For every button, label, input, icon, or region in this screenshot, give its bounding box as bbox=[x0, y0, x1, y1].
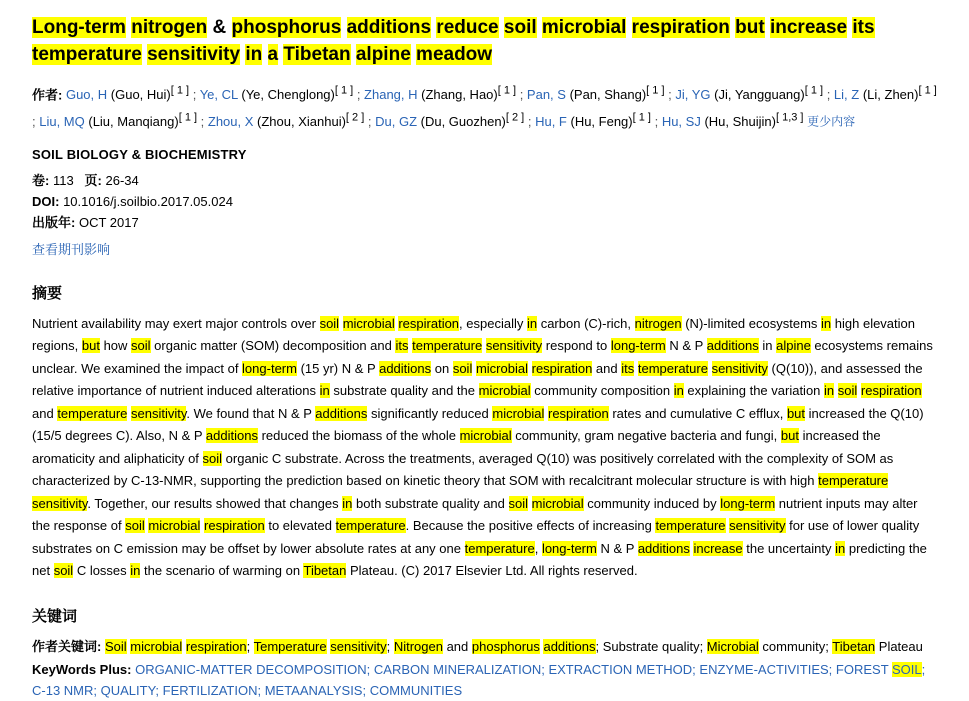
text-run: increased the Q(10) (15/5 degrees C). Also, N & P bbox=[32, 405, 924, 444]
text-run: community; bbox=[758, 638, 833, 654]
author-affiliation-marker: [ 1 ] bbox=[918, 85, 937, 97]
highlighted-term: additions bbox=[205, 428, 258, 444]
highlighted-term: phosphorus bbox=[471, 638, 540, 654]
text-run: & bbox=[207, 17, 232, 38]
highlighted-term: microbial bbox=[459, 428, 512, 444]
text-run: ; bbox=[386, 638, 394, 654]
highlighted-term: soil bbox=[202, 450, 223, 466]
highlighted-term: temperature bbox=[818, 473, 889, 489]
author-link[interactable]: Ji, YG bbox=[675, 87, 711, 103]
text-run: . Together, our results showed that changes bbox=[87, 495, 343, 511]
highlighted-term: temperature bbox=[57, 405, 128, 421]
text-run: (Q(10)), and assessed the relative importance of nutrient induced alterations bbox=[32, 360, 923, 399]
highlighted-term: long-term bbox=[610, 338, 666, 354]
text-run: C losses bbox=[73, 563, 131, 579]
text-run: how bbox=[99, 338, 132, 354]
doi-value: 10.1016/j.soilbio.2017.05.024 bbox=[63, 193, 233, 209]
author-link[interactable]: Li, Z bbox=[833, 87, 860, 103]
highlighted-term: microbial bbox=[342, 315, 395, 331]
text-run: community induced by bbox=[583, 495, 721, 511]
highlighted-term: phosphorus bbox=[231, 17, 342, 38]
show-less-link[interactable]: 更少内容 bbox=[807, 114, 856, 129]
highlighted-term: additions bbox=[637, 540, 690, 556]
highlighted-term: increase bbox=[769, 17, 848, 38]
author-link[interactable]: Ye, CL bbox=[199, 87, 238, 103]
record-metadata bbox=[32, 170, 939, 260]
author-full-name: (Hu, Feng) bbox=[566, 113, 633, 129]
author-full-name: (Liu, Manqiang) bbox=[84, 113, 179, 129]
highlighted-term: additions bbox=[543, 638, 596, 654]
text-run: N & P bbox=[596, 540, 638, 556]
highlighted-term: long-term bbox=[541, 540, 597, 556]
abstract-heading: 摘要 bbox=[32, 284, 63, 302]
highlighted-term: in bbox=[319, 383, 330, 399]
text-run: and bbox=[442, 638, 472, 654]
highlighted-term: but bbox=[735, 17, 765, 38]
author-affiliation-marker: [ 1,3 ] bbox=[775, 111, 804, 124]
highlighted-term: Microbial bbox=[706, 638, 759, 654]
author-full-name: (Ye, Chenglong) bbox=[237, 87, 335, 103]
text-run: and bbox=[592, 360, 622, 376]
highlighted-term: a bbox=[267, 44, 279, 65]
highlighted-term: microbial bbox=[130, 638, 183, 654]
highlighted-term: soil bbox=[508, 495, 529, 511]
author-full-name: (Zhou, Xianhui) bbox=[253, 113, 346, 129]
highlighted-term: respiration bbox=[548, 405, 609, 421]
text-run: ecosystems remains unclear. We examined the impact of bbox=[32, 338, 933, 376]
text-run: . Because the positive effects of increasing bbox=[405, 518, 656, 534]
text-run: significantly reduced bbox=[367, 405, 493, 421]
highlighted-term: alpine bbox=[355, 44, 411, 65]
highlighted-term: in bbox=[130, 563, 141, 579]
text-run: the scenario of warming on bbox=[140, 563, 304, 579]
text-run: (15 yr) N & P bbox=[296, 360, 380, 376]
highlighted-term: sensitivity bbox=[485, 338, 543, 354]
author-separator: ; bbox=[524, 113, 536, 129]
highlighted-term: temperature bbox=[637, 360, 708, 376]
highlighted-term: sensitivity bbox=[711, 360, 768, 376]
highlighted-term: alpine bbox=[776, 338, 811, 354]
author-separator: ; bbox=[664, 87, 676, 103]
author-affiliation-marker: [ 1 ] bbox=[804, 85, 824, 97]
highlighted-term: temperature bbox=[655, 518, 726, 534]
volume-label: 卷: bbox=[32, 172, 50, 188]
abstract-text bbox=[32, 313, 939, 583]
highlighted-term: additions bbox=[706, 338, 759, 354]
highlighted-term: additions bbox=[346, 17, 432, 38]
highlighted-term: SOIL bbox=[892, 661, 922, 677]
highlighted-term: but bbox=[780, 428, 799, 444]
highlighted-term: sensitivity bbox=[729, 518, 786, 534]
highlighted-term: long-term bbox=[242, 360, 297, 376]
highlighted-term: soil bbox=[837, 383, 858, 399]
highlighted-term: soil bbox=[131, 338, 151, 354]
text-run: rates and cumulative C efflux, bbox=[608, 405, 787, 421]
author-link[interactable]: Liu, MQ bbox=[39, 113, 85, 129]
text-run: the uncertainty bbox=[742, 540, 836, 556]
highlighted-term: microbial bbox=[478, 383, 531, 399]
highlighted-term: temperature bbox=[335, 518, 406, 534]
authors-line bbox=[32, 80, 939, 133]
author-affiliation-marker: [ 2 ] bbox=[505, 111, 525, 124]
author-keywords-value[interactable] bbox=[105, 639, 923, 654]
highlighted-term: microbial bbox=[475, 360, 528, 376]
author-keywords-label: 作者关键词: bbox=[32, 638, 102, 654]
highlighted-term: respiration bbox=[531, 360, 593, 376]
text-run: and bbox=[32, 405, 58, 421]
text-run bbox=[341, 17, 346, 38]
author-separator: ; bbox=[353, 87, 365, 103]
highlighted-term: reduce bbox=[436, 17, 499, 38]
pages-value: 26-34 bbox=[105, 172, 139, 188]
author-affiliation-marker: [ 1 ] bbox=[178, 111, 198, 124]
keywords-plus-value[interactable] bbox=[32, 662, 925, 698]
text-run: ; C-13 NMR; QUALITY; FERTILIZATION; METAANALYSIS; COMMUNITIES bbox=[32, 661, 926, 698]
highlighted-term: respiration bbox=[860, 383, 922, 399]
text-run: ORGANIC-MATTER DECOMPOSITION; CARBON MINERALIZATION; EXTRACTION METHOD; ENZYME-ACTIVITIES; FOREST bbox=[135, 661, 893, 677]
text-run bbox=[262, 44, 267, 65]
text-run: reduced the biomass of the whole bbox=[257, 428, 460, 444]
highlighted-term: Soil bbox=[104, 638, 127, 654]
highlighted-term: in bbox=[342, 495, 353, 511]
author-link[interactable]: Pan, S bbox=[526, 87, 566, 103]
highlighted-term: soil bbox=[452, 360, 473, 376]
author-link[interactable]: Zhang, H bbox=[364, 87, 418, 103]
highlighted-term: Nitrogen bbox=[393, 638, 443, 654]
text-run: for use of lower quality substrates on C emission may be offset by lower absolute rates at any one bbox=[32, 518, 920, 556]
pubyear-label: 出版年: bbox=[32, 214, 76, 230]
highlighted-term: respiration bbox=[631, 17, 730, 38]
highlighted-term: soil bbox=[125, 518, 145, 534]
highlighted-term: meadow bbox=[416, 44, 493, 65]
author-affiliation-marker: [ 2 ] bbox=[345, 111, 365, 124]
text-run: organic matter (SOM) decomposition and bbox=[150, 338, 396, 354]
highlighted-term: but bbox=[81, 338, 100, 354]
text-run bbox=[626, 17, 631, 38]
journal-impact-link[interactable]: 查看期刊影响 bbox=[32, 241, 111, 257]
highlighted-term: temperature bbox=[412, 338, 483, 354]
author-separator: ; bbox=[32, 113, 40, 129]
highlighted-term: its bbox=[395, 338, 409, 354]
highlighted-term: sensitivity bbox=[330, 638, 387, 654]
text-run: increased the aromaticity and aliphaticity of bbox=[32, 428, 881, 466]
author-full-name: (Zhang, Hao) bbox=[417, 87, 498, 103]
author-affiliation-marker: [ 1 ] bbox=[334, 85, 354, 97]
authors-label: 作者: bbox=[32, 87, 63, 103]
highlighted-term: Tibetan bbox=[283, 44, 351, 65]
highlighted-term: additions bbox=[379, 360, 432, 376]
keywords-heading: 关键词 bbox=[32, 607, 78, 625]
highlighted-term: respiration bbox=[185, 638, 247, 654]
text-run: community, gram negative bacteria and fungi, bbox=[511, 428, 781, 444]
highlighted-term: in bbox=[835, 540, 846, 556]
highlighted-term: soil bbox=[53, 563, 74, 579]
highlighted-term: additions bbox=[315, 405, 368, 421]
text-run: organic C substrate. Across the treatments, averaged Q(10) was positively correlated with the complexity of SOM as characterized by C-13-NMR, supporting the prediction based on kinetic theory that SOM with recalcitrant molecular structure is with high bbox=[32, 450, 894, 489]
page-title bbox=[32, 14, 939, 68]
highlighted-term: Tibetan bbox=[303, 563, 347, 579]
highlighted-term: Long-term bbox=[32, 17, 126, 38]
text-run: respond to bbox=[542, 338, 611, 354]
author-full-name: (Guo, Hui) bbox=[107, 87, 171, 103]
author-separator: ; bbox=[823, 87, 834, 103]
author-affiliation-marker: [ 1 ] bbox=[170, 85, 190, 97]
text-run: in bbox=[758, 338, 777, 354]
highlighted-term: microbial bbox=[541, 17, 627, 38]
text-run: carbon (C)-rich, bbox=[537, 315, 635, 331]
author-separator: ; bbox=[650, 113, 662, 129]
highlighted-term: in bbox=[526, 315, 538, 331]
highlighted-term: in bbox=[673, 383, 684, 399]
author-link[interactable]: Guo, H bbox=[65, 87, 108, 103]
highlighted-term: in bbox=[821, 315, 832, 331]
text-run: both substrate quality and bbox=[352, 495, 509, 511]
author-separator: ; bbox=[364, 113, 376, 129]
doi-label: DOI: bbox=[32, 193, 60, 209]
text-run: N & P bbox=[665, 338, 707, 354]
text-run: ; bbox=[246, 638, 254, 654]
highlighted-term: nitrogen bbox=[131, 17, 208, 38]
text-run: Nutrient availability may exert major controls over bbox=[32, 315, 320, 331]
highlighted-term: sensitivity bbox=[131, 405, 187, 421]
author-keywords-row bbox=[32, 636, 939, 657]
volume-value: 113 bbox=[52, 172, 74, 188]
highlighted-term: soil bbox=[319, 315, 340, 331]
text-run: explaining the variation bbox=[683, 383, 825, 399]
keywords-block bbox=[32, 636, 939, 701]
author-separator: ; bbox=[189, 87, 200, 103]
highlighted-term: temperature bbox=[32, 44, 142, 65]
text-run: , bbox=[534, 540, 542, 556]
journal-title: SOIL BIOLOGY & BIOCHEMISTRY bbox=[32, 146, 247, 162]
highlighted-term: microbial bbox=[531, 495, 584, 511]
author-affiliation-marker: [ 1 ] bbox=[497, 85, 517, 97]
text-run: ; Substrate quality; bbox=[595, 638, 707, 654]
author-full-name: (Hu, Shuijin) bbox=[700, 113, 776, 129]
highlighted-term: respiration bbox=[204, 518, 265, 534]
highlighted-term: respiration bbox=[398, 315, 460, 331]
pubyear-row bbox=[32, 212, 939, 233]
volume-pages-row bbox=[32, 170, 939, 191]
author-full-name: (Li, Zhen) bbox=[859, 87, 919, 103]
author-link[interactable]: Du, GZ bbox=[375, 113, 418, 129]
highlighted-term: sensitivity bbox=[147, 44, 241, 65]
text-run: predicting the net bbox=[32, 540, 927, 579]
author-full-name: (Du, Guozhen) bbox=[417, 113, 506, 129]
text-run: . We found that N & P bbox=[186, 405, 316, 421]
highlighted-term: long-term bbox=[720, 495, 776, 511]
highlighted-term: microbial bbox=[148, 518, 201, 534]
text-run: nutrient inputs may alter the response of bbox=[32, 495, 918, 534]
highlighted-term: in bbox=[824, 383, 835, 399]
author-link[interactable]: Hu, SJ bbox=[661, 113, 701, 129]
doi-row bbox=[32, 191, 939, 212]
author-affiliation-marker: [ 1 ] bbox=[632, 111, 651, 124]
text-run: on bbox=[431, 360, 453, 376]
text-run: substrate quality and the bbox=[329, 383, 479, 399]
text-run: Plateau bbox=[875, 638, 923, 654]
author-affiliation-marker: [ 1 ] bbox=[646, 85, 665, 97]
pages-label: 页: bbox=[84, 172, 102, 188]
author-separator: ; bbox=[516, 87, 527, 103]
text-run: high elevation regions, bbox=[32, 315, 915, 354]
highlighted-term: its bbox=[621, 360, 635, 376]
authors-list bbox=[32, 87, 937, 128]
highlighted-term: but bbox=[786, 405, 806, 421]
highlighted-term: temperature bbox=[464, 540, 535, 556]
author-link[interactable]: Zhou, X bbox=[207, 113, 254, 129]
highlighted-term: sensitivity bbox=[32, 495, 88, 511]
author-link[interactable]: Hu, F bbox=[535, 113, 567, 129]
highlighted-term: Temperature bbox=[253, 638, 327, 654]
author-full-name: (Ji, Yangguang) bbox=[710, 87, 805, 103]
text-run: community composition bbox=[530, 383, 674, 399]
highlighted-term: its bbox=[852, 17, 875, 38]
text-run: Plateau. (C) 2017 Elsevier Ltd. All rights reserved. bbox=[346, 563, 638, 579]
pubyear-value: OCT 2017 bbox=[78, 214, 139, 230]
highlighted-term: nitrogen bbox=[634, 315, 682, 331]
author-separator: ; bbox=[197, 113, 208, 129]
highlighted-term: increase bbox=[693, 540, 743, 556]
keywords-plus-label: KeyWords Plus: bbox=[32, 661, 132, 677]
highlighted-term: microbial bbox=[492, 405, 545, 421]
highlighted-term: in bbox=[245, 44, 263, 65]
author-full-name: (Pan, Shang) bbox=[565, 87, 647, 103]
keywords-plus-row bbox=[32, 659, 939, 701]
highlighted-term: soil bbox=[503, 17, 537, 38]
text-run: , especially bbox=[459, 315, 527, 331]
highlighted-term: Tibetan bbox=[832, 638, 876, 654]
text-run: (N)-limited ecosystems bbox=[681, 315, 822, 331]
text-run: to elevated bbox=[264, 518, 336, 534]
